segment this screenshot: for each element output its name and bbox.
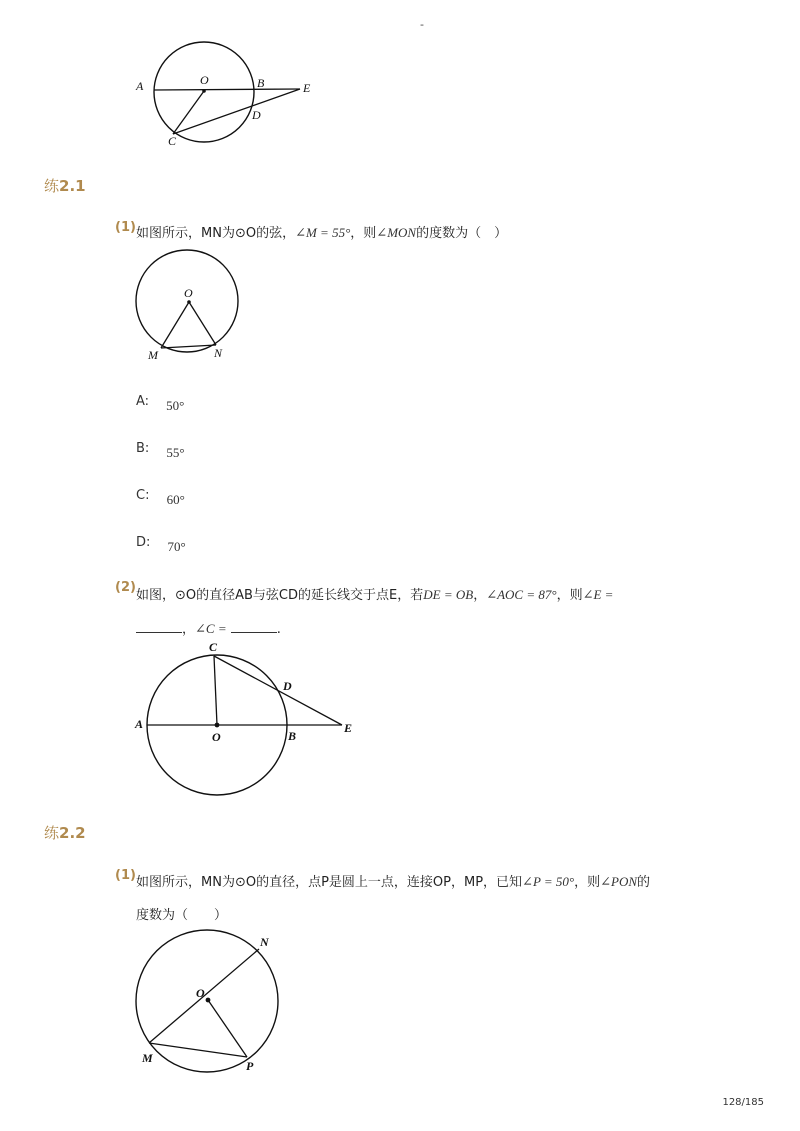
math-expression: ∠P = 50°	[522, 874, 575, 889]
option-value: 60°	[166, 492, 185, 507]
text-part: ，	[473, 588, 487, 603]
text-part: 的	[637, 875, 651, 890]
math-expression: ∠PON	[600, 874, 638, 889]
label-B: B	[288, 729, 297, 743]
math-expression: ∠AOC = 87°	[486, 587, 557, 602]
label-O: O	[196, 986, 205, 1000]
question-text-line2	[136, 618, 281, 637]
figure-circle-secant	[120, 30, 330, 155]
option-label: B:	[136, 441, 150, 456]
section-title-2-1	[44, 175, 86, 196]
question-number: (1)	[115, 868, 136, 883]
section-prefix: 练	[44, 177, 60, 195]
answer-blank[interactable]	[231, 620, 277, 633]
label-O: O	[200, 73, 209, 87]
option-c[interactable]	[136, 484, 185, 507]
label-C: C	[168, 134, 177, 148]
option-b[interactable]	[136, 437, 185, 460]
label-P: P	[246, 1059, 254, 1073]
math-expression: ∠E =	[582, 587, 614, 602]
label-N: N	[214, 346, 223, 360]
option-a[interactable]	[136, 390, 185, 413]
text-part: 的度数为（ ）	[416, 226, 508, 241]
option-value: 55°	[166, 445, 185, 460]
answer-blank[interactable]	[136, 620, 182, 633]
text-part: 如图所示，MN为⊙O的直径，点P是圆上一点，连接OP，MP，已知	[136, 875, 523, 890]
section-prefix: 练	[44, 824, 60, 842]
option-value: 70°	[167, 539, 186, 554]
text-part: ，则	[556, 588, 583, 603]
section-number: 2.1	[59, 177, 86, 195]
top-mark: -	[420, 18, 424, 31]
option-label: C:	[136, 488, 150, 503]
math-expression: ∠C =	[195, 621, 227, 636]
page-number: 128/185	[722, 1097, 764, 1108]
question-number: (2)	[115, 580, 136, 595]
label-A: A	[136, 79, 144, 93]
label-E: E	[303, 81, 311, 95]
text-part: .	[276, 622, 281, 637]
question-text	[136, 584, 613, 603]
question-text	[136, 222, 507, 241]
section-title-2-2	[44, 822, 86, 843]
label-C: C	[209, 640, 218, 654]
text-part: ，则	[350, 226, 377, 241]
math-expression: ∠M = 55°	[295, 225, 351, 240]
text-part: 如图，⊙O的直径AB与弦CD的延长线交于点E，若	[136, 588, 424, 603]
math-expression: DE = OB	[423, 587, 474, 602]
label-A: A	[135, 717, 144, 731]
label-E: E	[344, 721, 353, 735]
figure-diameter-chord	[125, 636, 375, 806]
figure-diameter-mn	[130, 926, 290, 1076]
label-O: O	[184, 286, 193, 300]
label-N: N	[260, 935, 269, 949]
question-text-line2: 度数为（ ）	[136, 908, 228, 923]
math-expression: ∠MON	[376, 225, 417, 240]
option-label: A:	[136, 394, 150, 409]
option-label: D:	[136, 535, 151, 550]
question-number: (1)	[115, 220, 136, 235]
label-B: B	[257, 76, 265, 90]
label-D: D	[283, 679, 292, 693]
label-M: M	[142, 1051, 153, 1065]
text-part: ，则	[574, 875, 601, 890]
label-O: O	[212, 730, 221, 744]
text-part: 如图所示，MN为⊙O的弦，	[136, 226, 296, 241]
text-part: ，	[182, 622, 196, 637]
question-text	[136, 871, 650, 890]
option-d[interactable]	[136, 531, 186, 554]
option-value: 50°	[166, 398, 185, 413]
section-number: 2.2	[59, 824, 86, 842]
figure-chord-mn	[130, 248, 250, 368]
label-M: M	[148, 348, 158, 362]
label-D: D	[252, 108, 261, 122]
